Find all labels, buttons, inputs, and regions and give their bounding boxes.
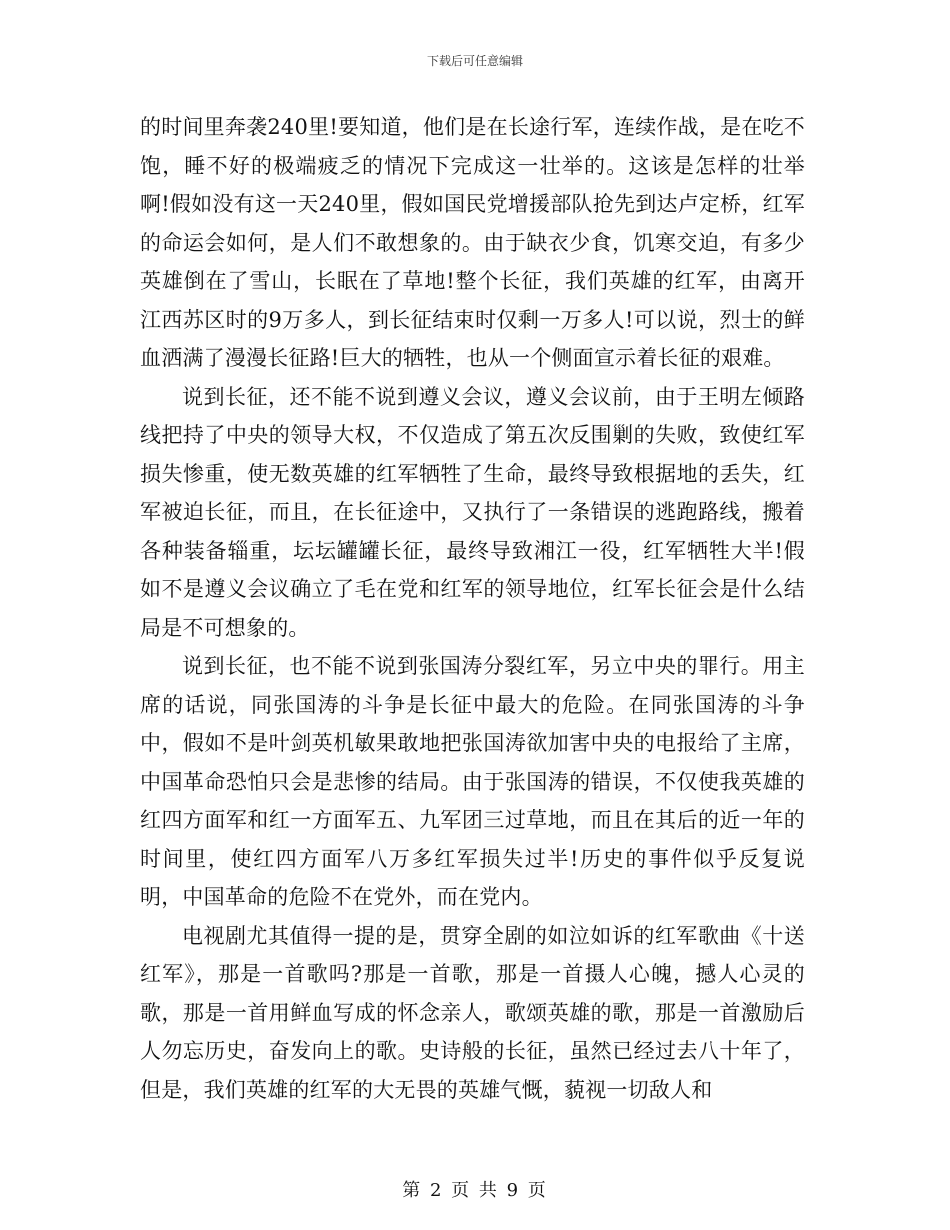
paragraph-continued: 的时间里奔袭240里!要知道，他们是在长途行军，连续作战，是在吃不饱，睡不好的极端疲乏的情况下完成这一壮举的。这该是怎样的壮举啊!假如没有这一天240里，假如国民党增援部队抢先到达卢定桥，红军的命运会如何，是人们不敢想象的。由于缺衣少食，饥寒交迫，有多少英雄倒在了雪山，长眠在了草地!整个长征，我们英雄的红军，由离开江西苏区时的9万多人，到长征结束时仅剩一万多人!可以说，烈士的鲜血洒满了漫漫长征路!巨大的牺牲，也从一个侧面宣示着长征的艰难。 xyxy=(140,115,805,370)
paragraph-zhang-guotao: 说到长征，也不能不说到张国涛分裂红军，另立中央的罪行。用主席的话说，同张国涛的斗争是长征中最大的危险。在同张国涛的斗争中，假如不是叶剑英机敏果敢地把张国涛欲加害中央的电报给了主席，中国革命恐怕只会是悲惨的结局。由于张国涛的错误，不仅使我英雄的红四方面军和红一方面军五、九军团三过草地，而且在其后的近一年的时间里，使红四方面军八万多红军损失过半!历史的事件似乎反复说明，中国革命的危险不在党外，而在党内。 xyxy=(140,654,805,909)
document-body xyxy=(140,108,805,1109)
page-number: 第 2 页 共 9 页 xyxy=(402,1180,548,1201)
paragraph-song: 电视剧尤其值得一提的是，贯穿全剧的如泣如诉的红军歌曲《十送红军》，那是一首歌吗?那是一首歌，那是一首摄人心魄，撼人心灵的歌，那是一首用鲜血写成的怀念亲人，歌颂英雄的歌，那是一首激励后人勿忘历史，奋发向上的歌。史诗般的长征，虽然已经过去八十年了，但是，我们英雄的红军的大无畏的英雄气慨，藐视一切敌人和 xyxy=(140,923,805,1102)
paragraph-zunyi-meeting: 说到长征，还不能不说到遵义会议，遵义会议前，由于王明左倾路线把持了中央的领导大权，不仅造成了第五次反围剿的失败，致使红军损失惨重，使无数英雄的红军牺牲了生命，最终导致根据地的丢失，红军被迫长征，而且，在长征途中，又执行了一条错误的逃跑路线，搬着各种装备辎重，坛坛罐罐长征，最终导致湘江一役，红军牺牲大半!假如不是遵义会议确立了毛在党和红军的领导地位，红军长征会是什么结局是不可想象的。 xyxy=(140,384,805,640)
page-header-note: 下载后可任意编辑 xyxy=(426,54,523,68)
